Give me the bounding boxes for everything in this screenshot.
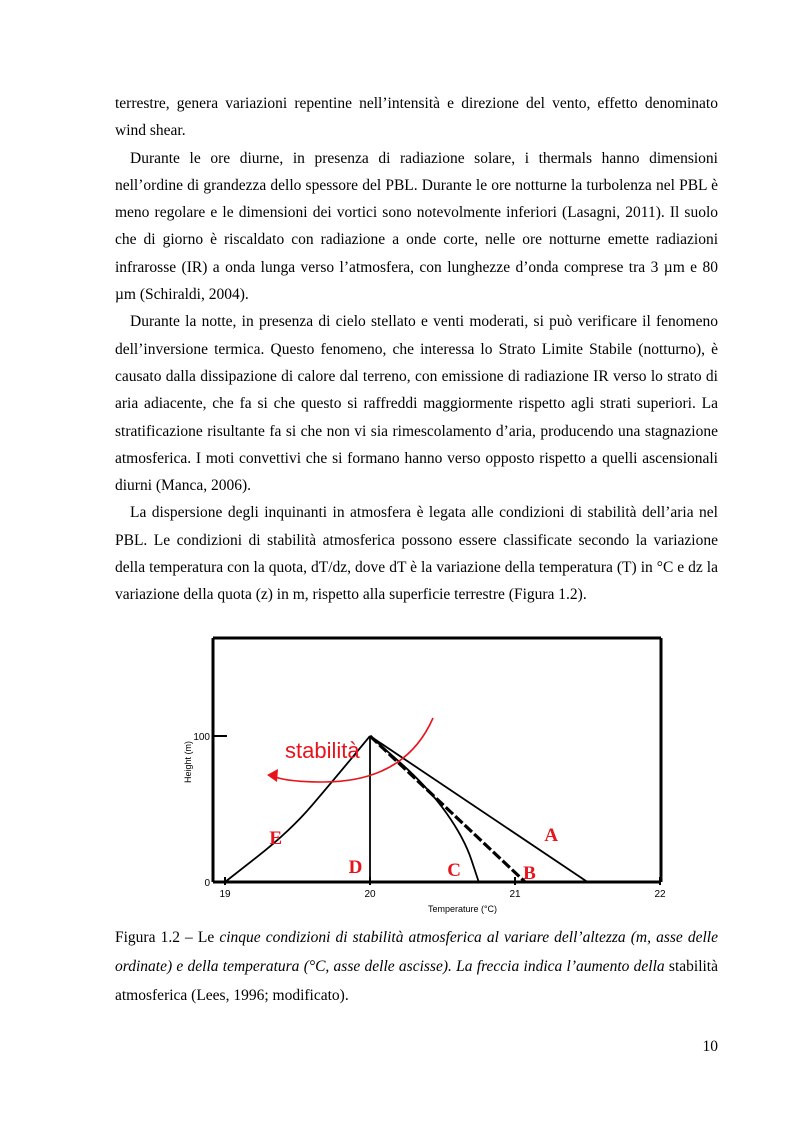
stability-annotation: stabilità xyxy=(285,738,360,763)
y-tick-label-100: 100 xyxy=(193,732,210,743)
x-tick-label-19: 19 xyxy=(219,889,231,900)
figure-caption xyxy=(115,923,718,1010)
body-text xyxy=(115,90,718,609)
stability-figure xyxy=(183,632,680,922)
x-tick-label-22: 22 xyxy=(654,889,666,900)
x-tick-label-21: 21 xyxy=(509,889,521,900)
x-axis-title: Temperature (°C) xyxy=(427,904,498,914)
paragraph-2: Durante le ore diurne, in presenza di radiazione solare, i thermals hanno dimensioni nell’ordine di grandezza dello spessore del PBL. Durante le ore notturne la turbolenza nel PBL è meno regolare e le dimensioni dei vortici sono notevolmente inferiori (Lasagni, 2011). Il suolo che di giorno è riscaldato con radiazione a onde corte, nelle ore notturne emette radiazioni infrarosse (IR) a onda lunga verso l’atmosfera, con lunghezze d’onda comprese tra 3 µm e 80 µm (Schiraldi, 2004). xyxy=(115,149,718,304)
stability-chart xyxy=(183,632,680,922)
y-axis-title: Height (m) xyxy=(183,740,193,784)
paragraph-1: terrestre, genera variazioni repentine nell’intensità e direzione del vento, effetto denominato wind shear. xyxy=(115,95,718,140)
y-tick-label-0: 0 xyxy=(204,878,210,889)
series-line-C xyxy=(370,736,479,882)
series-label-D: D xyxy=(348,857,363,879)
series-label-A: A xyxy=(544,825,559,847)
caption-tail: stabilità atmosferica (Lees, 1996; modificato). xyxy=(115,958,718,1004)
caption-italic: cinque condizioni di stabilità atmosferica al variare dell’altezza (m, asse delle ordinate) e della temperatura (°C, asse delle ascisse). La freccia indica l’aumento della xyxy=(115,929,718,975)
series-label-B: B xyxy=(523,863,536,885)
paragraph-4: La dispersione degli inquinanti in atmosfera è legata alle condizioni di stabilità dell’aria nel PBL. Le condizioni di stabilità atmosferica possono essere classificate secondo la variazione della temperatura con la quota, dT/dz, dove dT è la variazione della temperatura (T) in °C e dz la variazione della quota (z) in m, rispetto alla superficie terrestre (Figura 1.2). xyxy=(115,504,718,604)
series-label-E: E xyxy=(269,828,283,850)
series-label-C: C xyxy=(447,860,461,882)
paragraph-3: Durante la notte, in presenza di cielo stellato e venti moderati, si può verificare il fenomeno dell’inversione termica. Questo fenomeno, che interessa lo Strato Limite Stabile (notturno), è causato dalla dissipazione di calore dal terreno, con emissione di radiazione IR verso lo strato di aria adiacente, che fa si che questo si raffreddi maggiormente rispetto agli strati superiori. La stratificazione risultante fa si che non vi sia rimescolamento d’aria, producendo una stagnazione atmosferica. I moti convettivi che si formano hanno verso opposto rispetto a quelli ascensionali diurni (Manca, 2006). xyxy=(115,313,718,495)
caption-label: Figura 1.2 – Le xyxy=(115,929,215,946)
stability-arrow-head xyxy=(267,769,278,782)
page-number: 10 xyxy=(702,1038,718,1055)
x-tick-label-20: 20 xyxy=(364,889,376,900)
